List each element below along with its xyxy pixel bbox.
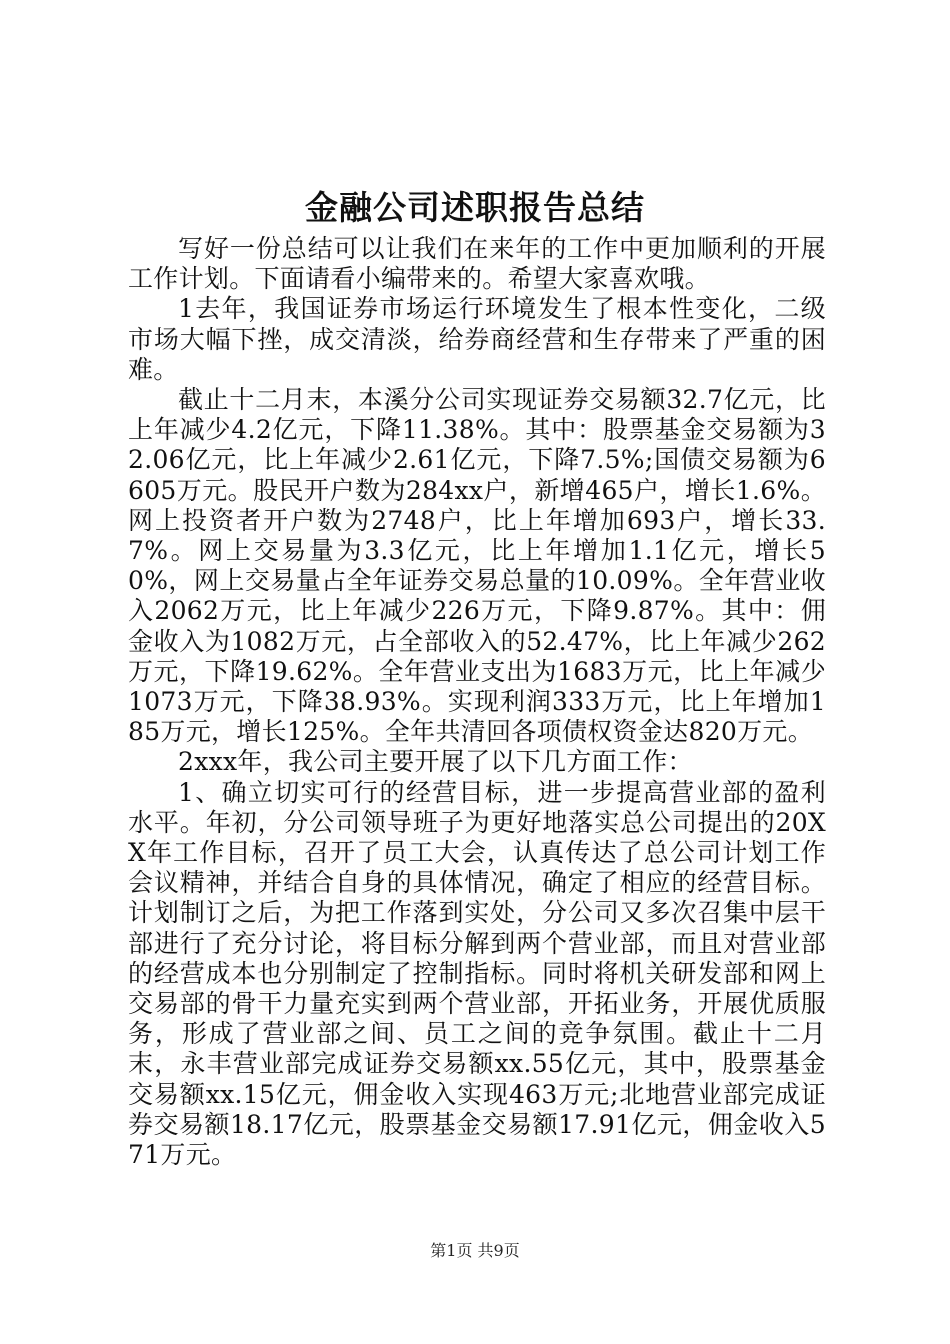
paragraph-market-environment: 1去年，我国证券市场运行环境发生了根本性变化，二级市场大幅下挫，成交清淡，给券商经营和生存带来了严重的困难。 <box>128 294 826 384</box>
document-body <box>128 234 826 1170</box>
paragraph-business-goals: 1、确立切实可行的经营目标，进一步提高营业部的盈利水平。年初，分公司领导班子为更好地落实总公司提出的20XX年工作目标，召开了员工大会，认真传达了总公司计划工作会议精神，并结合自身的具体情况，确定了相应的经营目标。计划制订之后，为把工作落到实处，分公司又多次召集中层干部进行了充分讨论，将目标分解到两个营业部，而且对营业部的经营成本也分别制定了控制指标。同时将机关研发部和网上交易部的骨干力量充实到两个营业部，开拓业务，开展优质服务，形成了营业部之间、员工之间的竞争氛围。截止十二月末，永丰营业部完成证券交易额xx.55亿元，其中，股票基金交易额xx.15亿元，佣金收入实现463万元;北地营业部完成证券交易额18.17亿元，股票基金交易额17.91亿元，佣金收入571万元。 <box>128 777 826 1170</box>
document-title: 金融公司述职报告总结 <box>305 188 645 227</box>
paragraph-intro: 写好一份总结可以让我们在来年的工作中更加顺利的开展工作计划。下面请看小编带来的。希望大家喜欢哦。 <box>128 234 826 294</box>
page-number-footer: 第1页 共9页 <box>430 1241 520 1260</box>
paragraph-financial-figures: 截止十二月末，本溪分公司实现证券交易额32.7亿元，比上年减少4.2亿元，下降11.38%。其中：股票基金交易额为32.06亿元，比上年减少2.61亿元，下降7.5%;国债交易额为6605万元。股民开户数为284xx户，新增465户，增长1.6%。网上投资者开户数为2748户，比上年增加693户，增长33.7%。网上交易量为3.3亿元，比上年增加1.1亿元，增长50%，网上交易量占全年证券交易总量的10.09%。全年营业收入2062万元，比上年减少226万元，下降9.87%。其中：佣金收入为1082万元，占全部收入的52.47%，比上年减少262万元，下降19.62%。全年营业支出为1683万元，比上年减少1073万元，下降38.93%。实现利润333万元，比上年增加185万元，增长125%。全年共清回各项债权资金达820万元。 <box>128 385 826 747</box>
paragraph-work-overview: 2xxx年，我公司主要开展了以下几方面工作： <box>178 747 693 777</box>
